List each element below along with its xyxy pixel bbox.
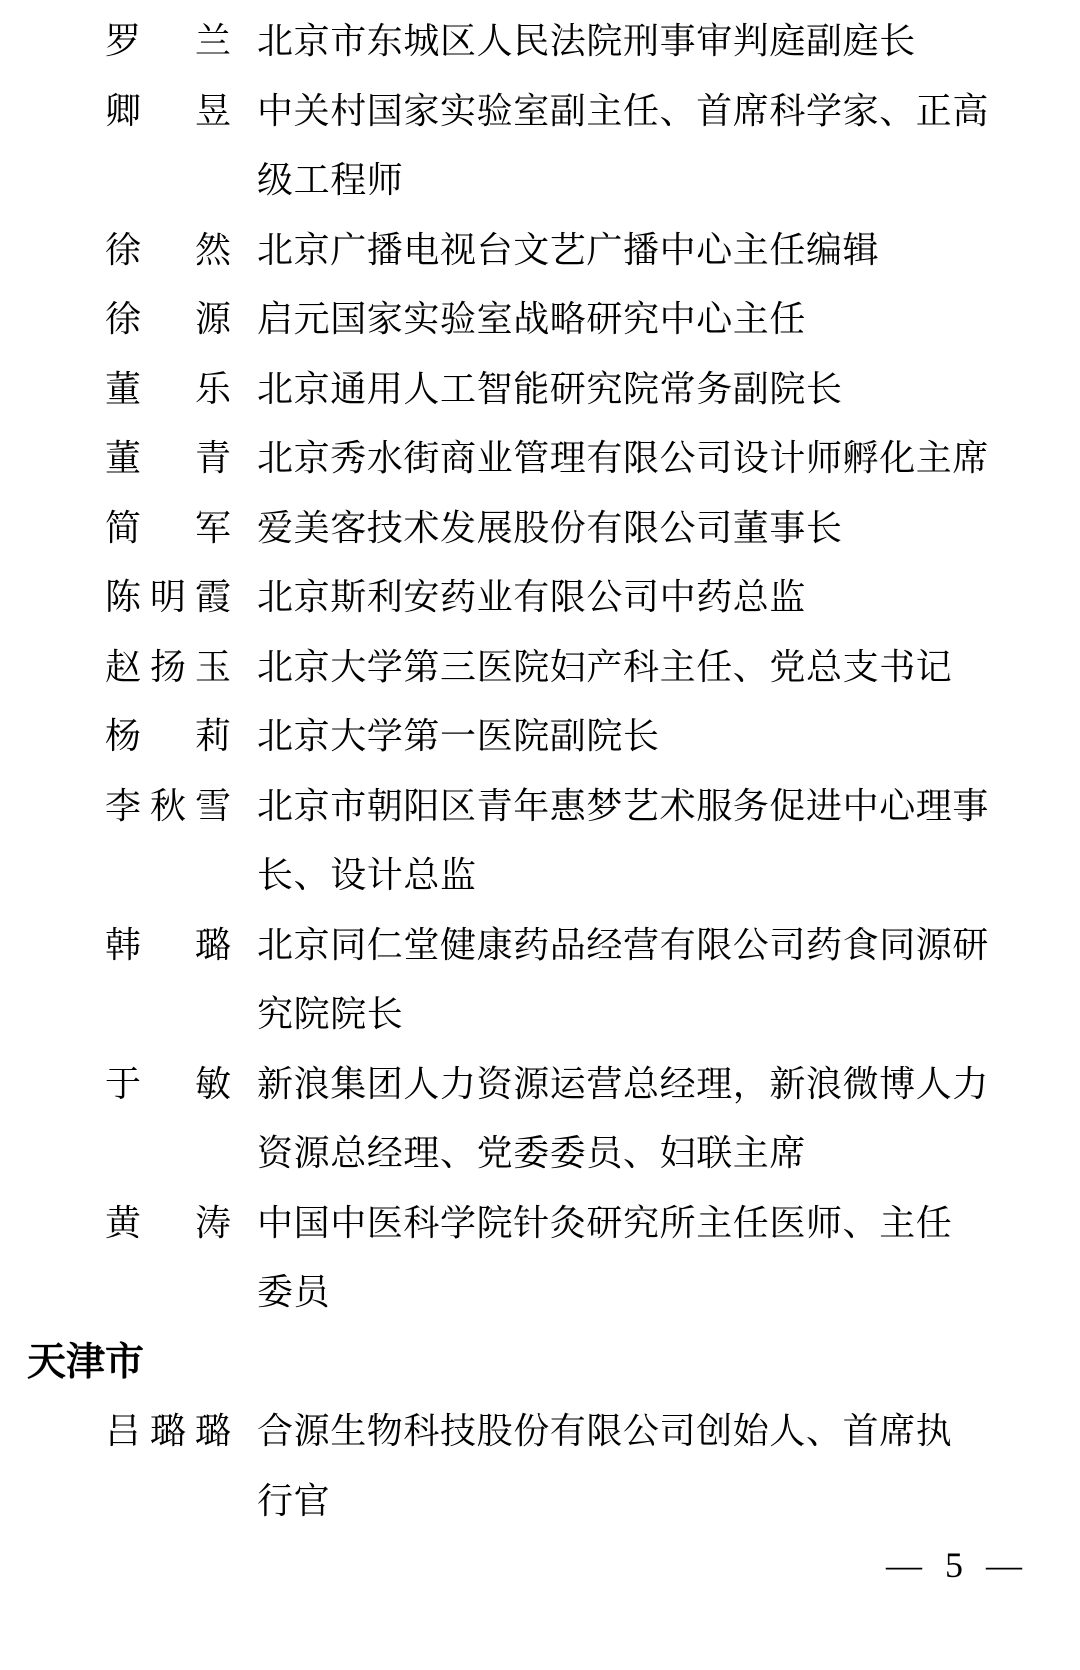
list-item xyxy=(0,77,1080,216)
person-title xyxy=(257,424,999,494)
person-title xyxy=(257,702,999,772)
person-name: 吕璐璐 xyxy=(105,1411,231,1451)
person-name: 卿昱 xyxy=(105,90,231,131)
list-item xyxy=(0,355,1080,425)
title-line: 启元国家实验室战略研究中心主任 xyxy=(257,299,807,339)
person-name: 陈明霞 xyxy=(105,577,231,617)
person-name: 徐然 xyxy=(105,229,231,270)
person-name: 李秋雪 xyxy=(105,785,231,826)
title-line: 长、设计总监 xyxy=(257,855,477,895)
list-item xyxy=(0,424,1080,494)
person-title xyxy=(257,216,999,286)
region-header: 天津市 xyxy=(27,1340,145,1384)
person-title xyxy=(257,77,999,216)
title-line: 北京斯利安药业有限公司中药总监 xyxy=(257,577,807,617)
list-item xyxy=(0,285,1080,355)
person-title xyxy=(257,494,999,564)
title-line: 北京市朝阳区青年惠梦艺术服务促进中心理事 xyxy=(257,785,990,826)
list-item xyxy=(0,1050,1080,1189)
title-line: 级工程师 xyxy=(257,160,404,200)
title-line: 爱美客技术发展股份有限公司董事长 xyxy=(257,507,843,548)
person-name: 杨莉 xyxy=(105,716,231,756)
title-line: 北京市东城区人民法院刑事审判庭副庭长 xyxy=(257,21,916,61)
person-name: 罗兰 xyxy=(105,21,231,61)
person-title xyxy=(257,1189,999,1328)
title-line: 行官 xyxy=(257,1480,331,1521)
person-title xyxy=(257,1050,999,1189)
person-name: 赵扬玉 xyxy=(105,646,231,687)
person-name: 于敏 xyxy=(105,1063,231,1104)
person-title xyxy=(257,633,999,703)
title-line: 北京通用人工智能研究院常务副院长 xyxy=(257,368,843,409)
list-item xyxy=(0,216,1080,286)
list-item xyxy=(0,1189,1080,1328)
list-item xyxy=(0,633,1080,703)
honor-list xyxy=(0,7,1080,1536)
person-title xyxy=(257,563,999,633)
person-title xyxy=(257,911,999,1050)
title-line: 委员 xyxy=(257,1272,331,1312)
region-entries xyxy=(0,7,1080,1328)
person-name: 董乐 xyxy=(105,368,231,409)
person-name: 徐源 xyxy=(105,299,231,339)
title-line: 中国中医科学院针灸研究所主任医师、主任 xyxy=(257,1202,953,1243)
title-line: 北京广播电视台文艺广播中心主任编辑 xyxy=(257,229,880,270)
person-name: 韩璐 xyxy=(105,924,231,965)
title-line: 究院院长 xyxy=(257,994,404,1034)
title-line: 合源生物科技股份有限公司创始人、首席执 xyxy=(257,1411,953,1451)
region-section xyxy=(0,7,1080,1328)
page-number: — 5 — xyxy=(886,1545,1022,1585)
title-line: 资源总经理、党委委员、妇联主席 xyxy=(257,1133,807,1173)
title-line: 北京大学第三医院妇产科主任、党总支书记 xyxy=(257,646,953,687)
title-line: 北京大学第一医院副院长 xyxy=(257,716,660,756)
person-name: 黄涛 xyxy=(105,1202,231,1243)
list-item xyxy=(0,7,1080,77)
person-name: 董青 xyxy=(105,438,231,478)
list-item xyxy=(0,702,1080,772)
title-line: 新浪集团人力资源运营总经理，新浪微博人力 xyxy=(257,1063,990,1104)
list-item xyxy=(0,563,1080,633)
person-title xyxy=(257,1397,999,1536)
person-title xyxy=(257,355,999,425)
person-title xyxy=(257,772,999,911)
person-title xyxy=(257,7,999,77)
title-line: 北京同仁堂健康药品经营有限公司药食同源研 xyxy=(257,924,990,965)
title-line: 北京秀水街商业管理有限公司设计师孵化主席 xyxy=(257,438,990,478)
person-title xyxy=(257,285,999,355)
person-name: 简军 xyxy=(105,507,231,548)
title-line: 中关村国家实验室副主任、首席科学家、正高 xyxy=(257,90,990,131)
list-item xyxy=(0,494,1080,564)
list-item xyxy=(0,911,1080,1050)
region-entries xyxy=(0,1397,1080,1536)
list-item xyxy=(0,1397,1080,1536)
region-section xyxy=(0,1328,1080,1537)
list-item xyxy=(0,772,1080,911)
